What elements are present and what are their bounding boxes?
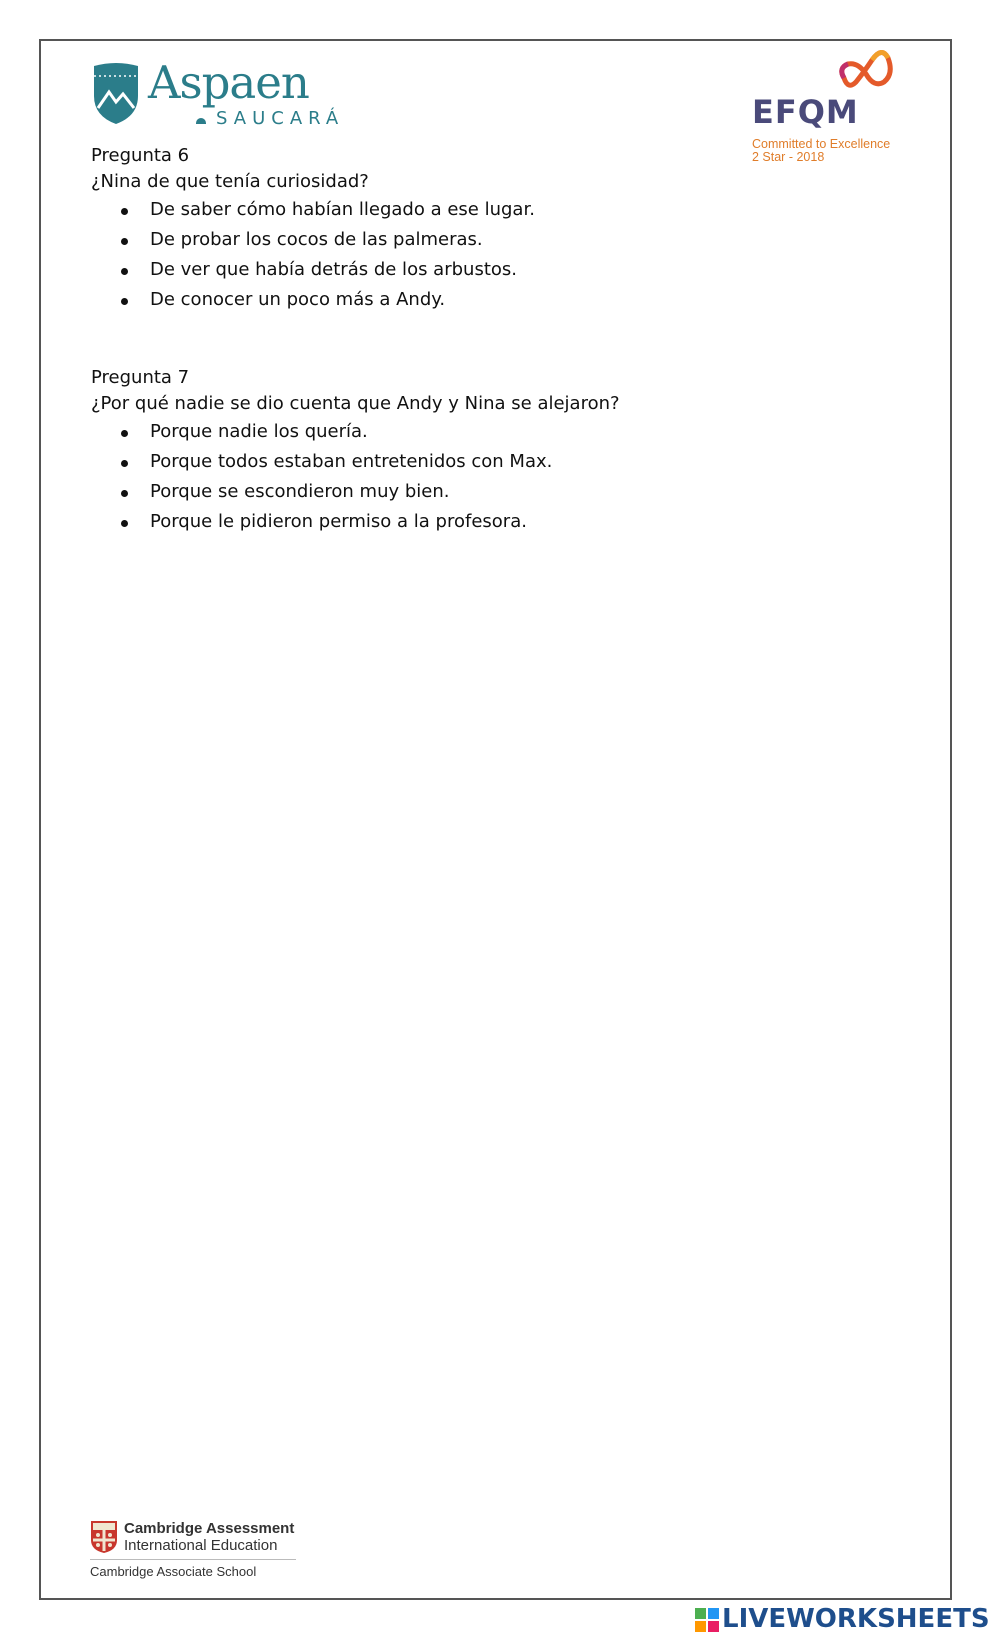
- aspaen-subtitle: SAUCARÁ: [216, 108, 345, 129]
- liveworksheets-grid-icon: [695, 1608, 719, 1632]
- option-item: [91, 507, 620, 537]
- bullet-icon: [121, 268, 128, 275]
- bullet-icon: [121, 208, 128, 215]
- question-6: [91, 143, 535, 315]
- option-text: De probar los cocos de las palmeras.: [150, 229, 483, 250]
- efqm-wordmark: EFQM: [752, 93, 859, 131]
- question-text: ¿Por qué nadie se dio cuenta que Andy y Nina se alejaron?: [91, 393, 620, 414]
- efqm-award: 2 Star - 2018: [752, 150, 825, 164]
- bullet-icon: [121, 238, 128, 245]
- option-text: De saber cómo habían llegado a ese lugar.: [150, 199, 535, 220]
- option-item: [91, 195, 535, 225]
- liveworksheets-logo: [695, 1602, 995, 1636]
- aspaen-shield-icon: [92, 62, 140, 126]
- bullet-icon: [121, 490, 128, 497]
- option-text: De conocer un poco más a Andy.: [150, 289, 446, 310]
- option-item: [91, 447, 620, 477]
- option-text: Porque todos estaban entretenidos con Max.: [150, 451, 553, 472]
- liveworksheets-wordmark: LIVEWORKSHEETS: [722, 1604, 990, 1634]
- cambridge-shield-icon: [90, 1520, 118, 1554]
- option-item: [91, 225, 535, 255]
- question-text: ¿Nina de que tenía curiosidad?: [91, 171, 369, 192]
- option-text: Porque se escondieron muy bien.: [150, 481, 450, 502]
- bullet-icon: [121, 520, 128, 527]
- divider: [90, 1559, 296, 1560]
- efqm-logo: [752, 48, 912, 168]
- question-title: Pregunta 6: [91, 145, 190, 166]
- option-item: [91, 255, 535, 285]
- aspaen-logo: [92, 56, 352, 136]
- bullet-icon: [121, 430, 128, 437]
- option-text: De ver que había detrás de los arbustos.: [150, 259, 517, 280]
- option-item: [91, 477, 620, 507]
- options-list: [91, 417, 620, 537]
- option-item: [91, 285, 535, 315]
- cambridge-subname: International Education: [124, 1537, 278, 1554]
- option-text: Porque nadie los quería.: [150, 421, 368, 442]
- aspaen-name: Aspaen: [148, 56, 309, 109]
- bullet-icon: [121, 298, 128, 305]
- option-item: [91, 417, 620, 447]
- cambridge-logo: [90, 1520, 320, 1582]
- option-text: Porque le pidieron permiso a la profesora.: [150, 511, 527, 532]
- options-list: [91, 195, 535, 315]
- aspaen-dot-icon: [196, 118, 206, 124]
- bullet-icon: [121, 460, 128, 467]
- efqm-tagline: Committed to Excellence: [752, 137, 891, 151]
- question-title: Pregunta 7: [91, 367, 190, 388]
- question-7: [91, 365, 620, 537]
- efqm-infinity-icon: [836, 48, 896, 92]
- cambridge-associate: Cambridge Associate School: [90, 1564, 257, 1579]
- cambridge-name: Cambridge Assessment: [124, 1520, 295, 1537]
